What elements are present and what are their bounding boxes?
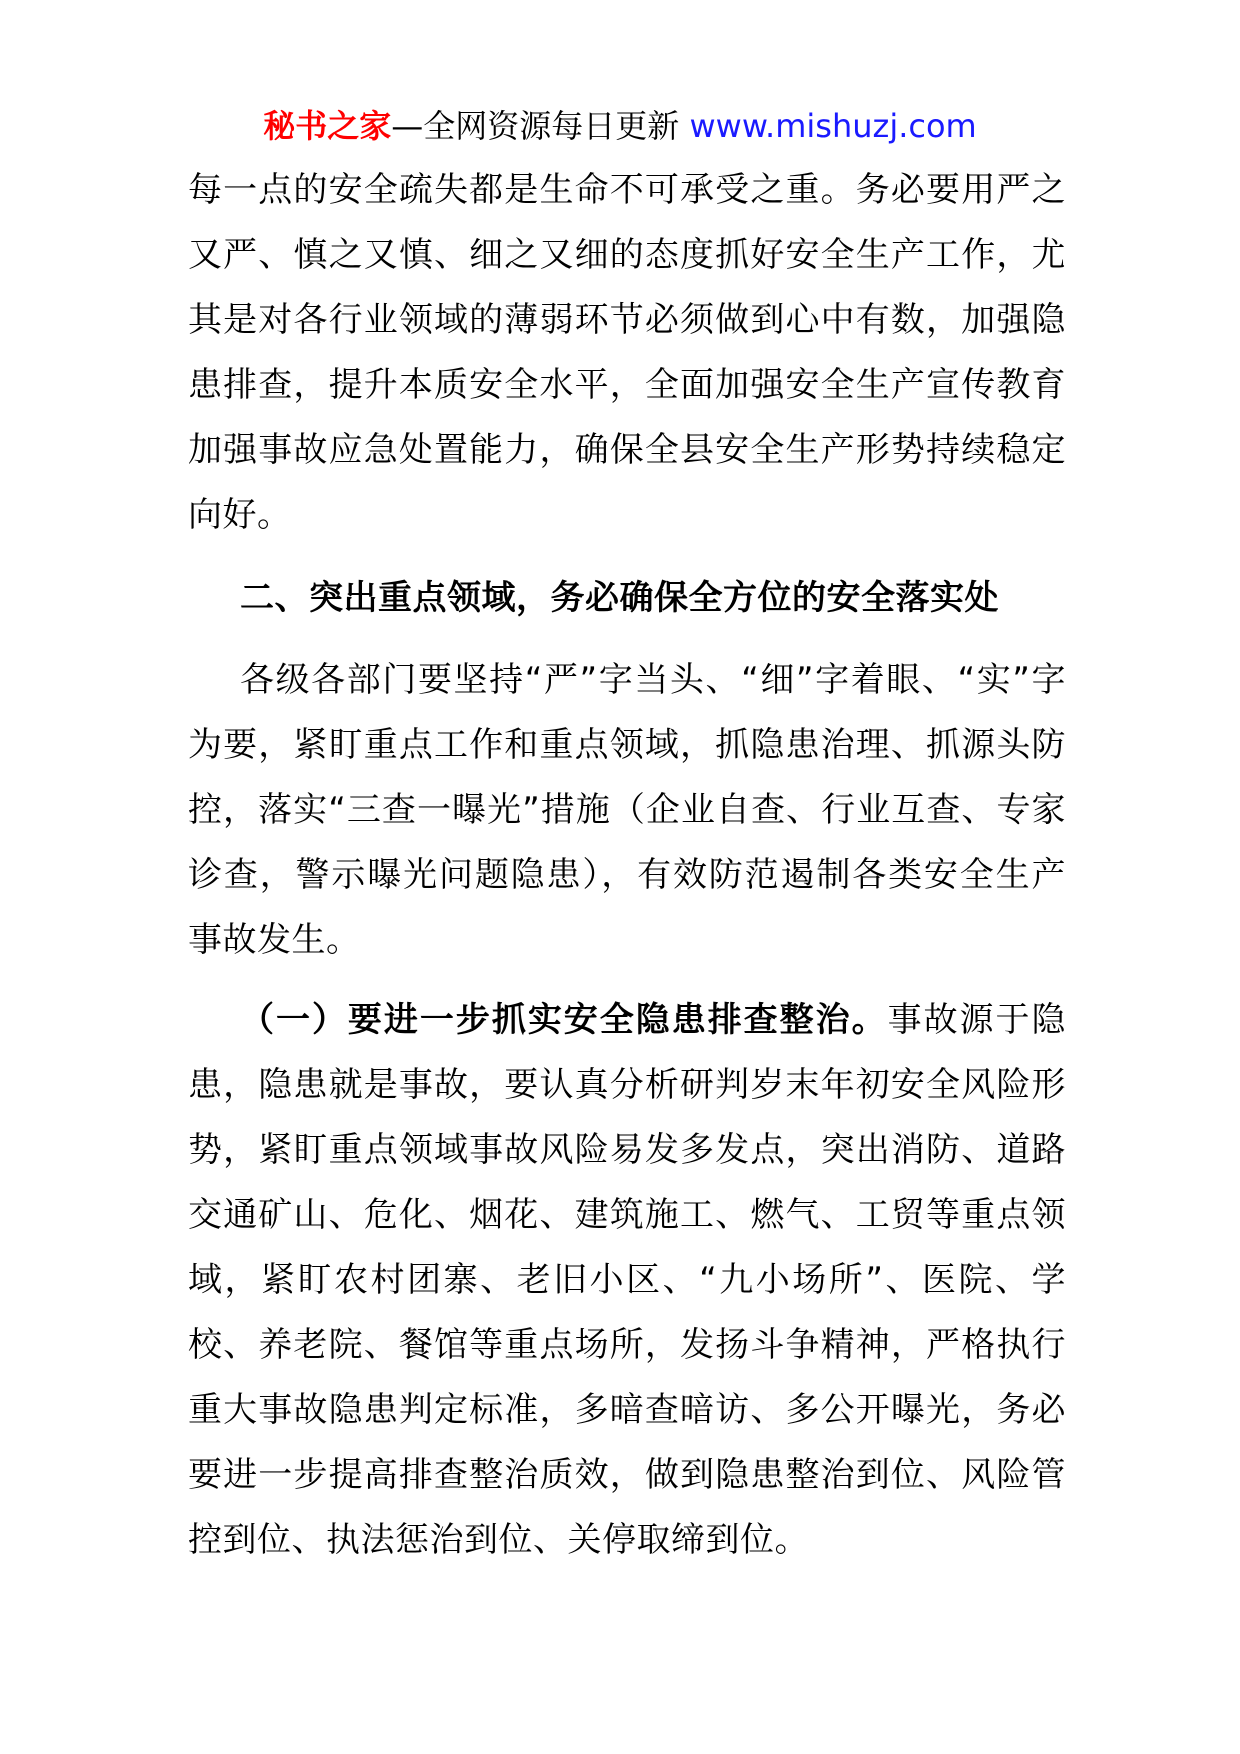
paragraph-3-block: [188, 988, 1066, 1573]
paragraph-2: 各级各部门要坚持“严”字当头、“细”字着眼、“实”字为要，紧盯重点工作和重点领域，抓隐患治理、抓源头防控，落实“三查一曝光”措施（企业自查、行业互查、专家诊查，警示曝光问题隐患），有效防范遏制各类安全生产事故发生。: [188, 660, 1066, 960]
section-2-heading: 二、突出重点领域，务必确保全方位的安全落实处: [240, 578, 999, 618]
page-header: [0, 102, 1240, 150]
brand-name: 秘书之家: [263, 107, 392, 145]
paragraph-1-block: [188, 158, 1066, 548]
paragraph-3-lead: （一）要进一步抓实安全隐患排查整治。: [240, 1000, 888, 1040]
paragraph-2-block: [188, 648, 1066, 973]
header-url-link[interactable]: www.mishuzj.com: [689, 107, 977, 145]
paragraph-3-body: 事故源于隐患，隐患就是事故，要认真分析研判岁末年初安全风险形势，紧盯重点领域事故风险易发多发点，突出消防、道路交通矿山、危化、烟花、建筑施工、燃气、工贸等重点领域，紧盯农村团寨、老旧小区、“九小场所”、医院、学校、养老院、餐馆等重点场所，发扬斗争精神，严格执行重大事故隐患判定标准，多暗查暗访、多公开曝光，务必要进一步提高排查整治质效，做到隐患整治到位、风险管控到位、执法惩治到位、关停取缔到位。: [188, 1000, 1067, 1560]
paragraph-3: [188, 988, 1066, 1573]
header-slogan: —全网资源每日更新: [391, 107, 680, 145]
section-2-heading-block: [188, 566, 1066, 631]
paragraph-1: 每一点的安全疏失都是生命不可承受之重。务必要用严之又严、慎之又慎、细之又细的态度抓好安全生产工作，尤其是对各行业领域的薄弱环节必须做到心中有数，加强隐患排查，提升本质安全水平，全面加强安全生产宣传教育加强事故应急处置能力，确保全县安全生产形势持续稳定向好。: [188, 170, 1066, 535]
